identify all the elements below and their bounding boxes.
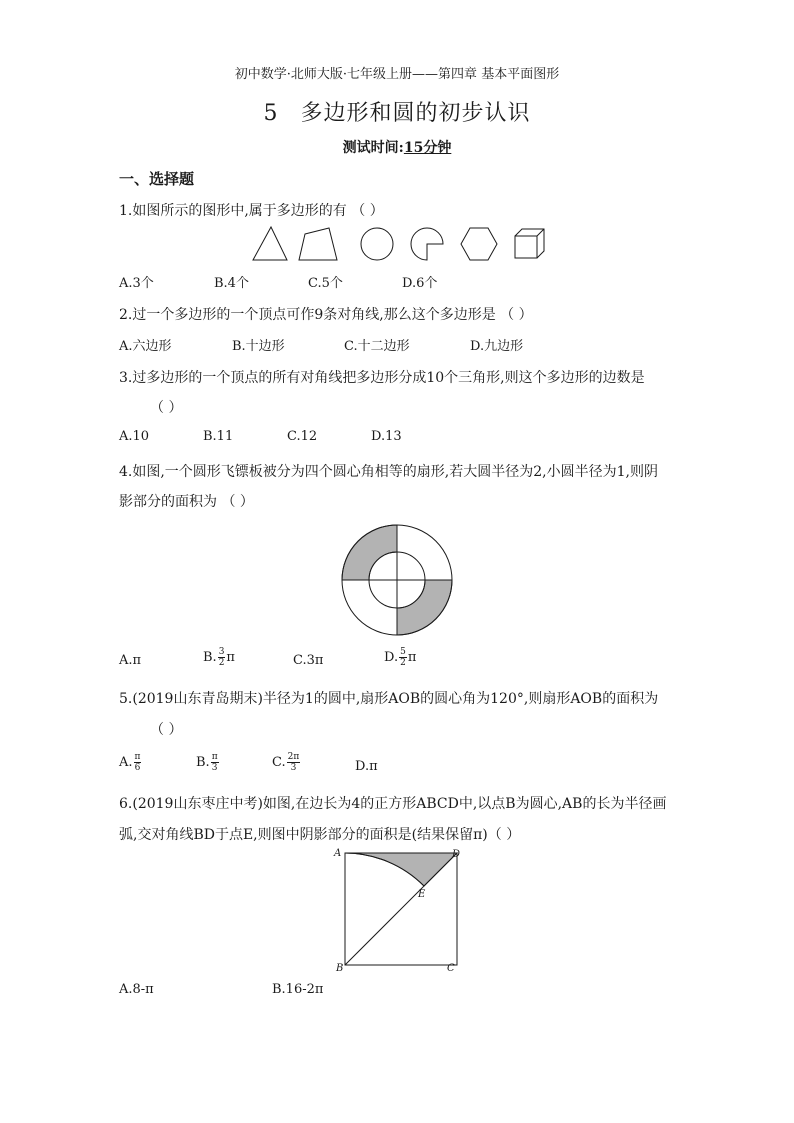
shaded-sector-top-left	[342, 525, 397, 580]
label-b: B	[336, 963, 344, 974]
lesson-title: 多边形和圆的初步认识	[300, 101, 531, 126]
question-6-stem: 6.(2019山东枣庄中考)如图,在边长为4的正方形ABCD中,以点B为圆心,AB的长为半径画	[119, 796, 667, 812]
q3-option-c: C.12	[287, 429, 318, 444]
series-header: 初中数学·北师大版·七年级上册——第四章 基本平面图形	[234, 67, 560, 82]
circle-icon	[361, 228, 393, 260]
page-title	[0, 96, 794, 127]
section-heading: 一、选择题	[119, 170, 195, 188]
question-3-stem: 3.过多边形的一个顶点的所有对角线把多边形分成10个三角形,则这个多边形的边数是	[119, 370, 645, 386]
label-d: D	[452, 849, 460, 860]
q2-option-b: B.十边形	[232, 339, 285, 354]
q4-option-c: C.3π	[293, 653, 324, 668]
question-1-stem: 1.如图所示的图形中,属于多边形的有 （ ）	[119, 203, 384, 219]
q1-option-d: D.6个	[402, 276, 438, 291]
q4-dartboard-figure	[340, 523, 454, 637]
q4-option-b: B. $\frac{3}{2}$ π	[203, 647, 235, 668]
q5-option-b: B. $\frac{\pi}{3}$	[196, 752, 218, 773]
q1-option-c: C.5个	[308, 276, 343, 291]
q3-option-d: D.13	[371, 429, 402, 444]
label-c: C	[447, 963, 455, 974]
question-5-stem: 5.(2019山东青岛期末)半径为1的圆中,扇形AOB的圆心角为120°,则扇形AOB的面积为	[119, 691, 659, 707]
q6-option-b: B.16-2π	[272, 982, 324, 997]
trapezoid-icon	[299, 228, 337, 260]
label-e: E	[418, 889, 426, 900]
q4-option-a: A.π	[119, 653, 142, 668]
q2-option-d: D.九边形	[470, 339, 524, 354]
question-3-stem-cont: （ ）	[150, 400, 183, 416]
q4-option-d: D. $\frac{5}{2}$ π	[384, 647, 417, 668]
question-5-stem-cont: （ ）	[150, 722, 183, 738]
pie-sector-icon	[411, 228, 443, 260]
test-time	[0, 137, 794, 157]
cube-icon	[515, 229, 544, 258]
q1-option-a: A.3个	[119, 276, 154, 291]
q5-option-d: D.π	[355, 759, 378, 774]
q2-option-a: A.六边形	[119, 339, 172, 354]
fraction: $\frac{5}{2}$	[400, 647, 406, 668]
q5-option-c: C. $\frac{2\pi}{3}$	[272, 752, 300, 773]
fraction: $\frac{3}{2}$	[218, 647, 225, 668]
triangle-icon	[253, 227, 287, 260]
q3-option-a: A.10	[119, 429, 150, 444]
test-time-label: 测试时间:	[342, 140, 404, 156]
fraction: $\frac{\pi}{6}$	[134, 752, 141, 773]
question-4-stem: 4.如图,一个圆形飞镖板被分为四个圆心角相等的扇形,若大圆半径为2,小圆半径为1,则阴	[119, 464, 658, 480]
test-time-value: 15分钟	[403, 140, 452, 156]
q1-option-b: B.4个	[214, 276, 249, 291]
q5-option-a: A. $\frac{\pi}{6}$	[119, 752, 141, 773]
question-2-stem: 2.过一个多边形的一个顶点可作9条对角线,那么这个多边形是 （ ）	[119, 307, 533, 323]
lesson-number: 5	[263, 101, 279, 126]
label-a: A	[334, 848, 342, 859]
q1-shapes-figure	[245, 222, 555, 266]
question-6-stem-cont: 弧,交对角线BD于点E,则图中阴影部分的面积是(结果保留π)（ ）	[119, 827, 521, 843]
hexagon-icon	[461, 228, 497, 260]
q2-option-c: C.十二边形	[344, 339, 410, 354]
q3-option-b: B.11	[203, 429, 234, 444]
q6-square-figure	[330, 846, 460, 976]
q6-option-a: A.8-π	[119, 982, 154, 997]
question-4-stem-cont: 影部分的面积为 （ ）	[119, 494, 254, 510]
shaded-sector-bottom-right	[397, 580, 452, 635]
fraction: $\frac{2\pi}{3}$	[287, 752, 300, 773]
fraction: $\frac{\pi}{3}$	[211, 752, 218, 773]
diagonal-bd	[345, 853, 457, 965]
